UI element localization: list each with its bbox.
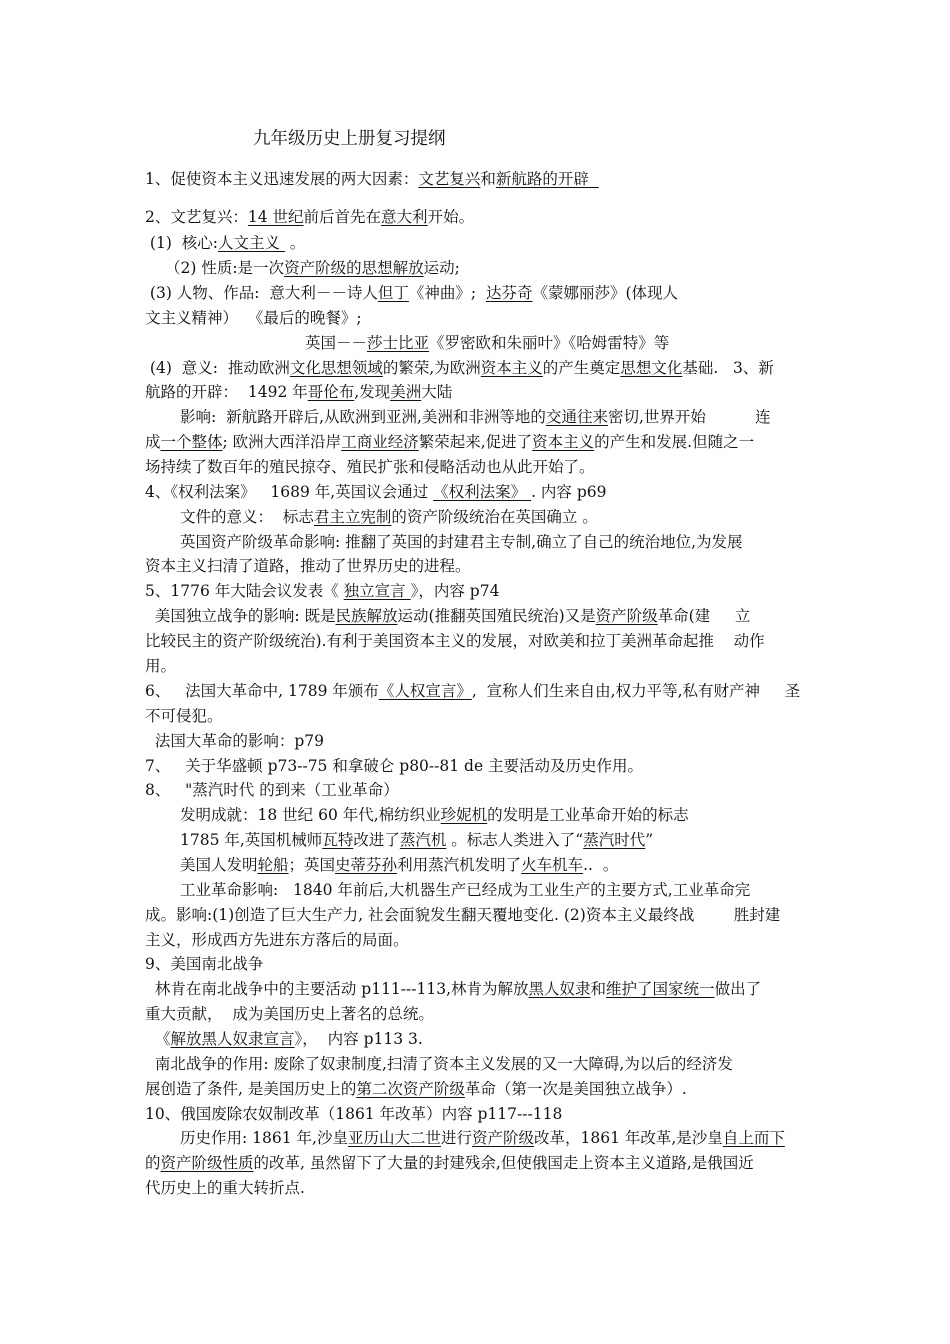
underlined-keyword: 蒸汽时代 — [583, 831, 646, 849]
text-line — [145, 1104, 562, 1124]
text-segment: 前后首先在 — [303, 208, 382, 226]
text-line — [145, 556, 471, 576]
text-segment: 工业革命影响: 1840 年前后,大机器生产已经成为工业生产的主要方式,工业革命完 — [180, 881, 751, 899]
text-line — [180, 830, 653, 850]
underlined-keyword: 民族解放 — [335, 607, 398, 625]
text-segment: 7、 关于华盛顿 p73--75 和拿破仑 p80--81 de 主要活动及历史作用。 — [145, 757, 644, 775]
text-segment: (1) 核心: — [145, 234, 218, 252]
text-segment: 展创造了条件, 是美国历史上的 — [145, 1080, 357, 1098]
underlined-keyword: 资本主义 — [532, 433, 595, 451]
text-line — [180, 855, 618, 875]
text-line — [155, 1029, 423, 1049]
text-line — [180, 507, 598, 527]
text-segment: 10、俄国废除农奴制改革（1861 年改革）内容 p117---118 — [145, 1105, 563, 1123]
text-segment: 的 — [145, 1154, 161, 1172]
underlined-keyword: 交通往来 — [545, 408, 608, 426]
text-line — [145, 207, 474, 227]
text-segment: 文件的意义： 标志 — [180, 508, 314, 526]
underlined-keyword: 文艺复兴 — [418, 170, 481, 188]
text-segment: 美国人发明 — [180, 856, 258, 874]
text-line — [145, 1004, 434, 1024]
text-line — [180, 532, 743, 552]
underlined-keyword: 珍妮机 — [440, 806, 488, 824]
underlined-keyword: 君主立宪制 — [313, 508, 392, 526]
underlined-keyword: 自上而下 — [722, 1129, 785, 1147]
text-segment: 6、 法国大革命中, 1789 年颁布 — [145, 682, 379, 700]
text-segment: (4) 意义: 推动欧洲 — [145, 359, 290, 377]
text-line — [145, 905, 780, 925]
text-segment: 运动(推翻英国殖民统治)又是 — [397, 607, 596, 625]
text-line — [145, 706, 223, 726]
text-line — [145, 1153, 754, 1173]
text-line — [145, 606, 750, 626]
text-segment: 改革，1861 年改革,是沙皇 — [534, 1129, 723, 1147]
underlined-keyword: 工商业经济 — [341, 433, 419, 451]
text-segment: 革命(建 立 — [657, 607, 751, 625]
text-line — [145, 308, 362, 328]
underlined-keyword: 火车机车 — [521, 856, 584, 874]
text-segment: 的产生奠定 — [542, 359, 621, 377]
text-segment: 运动; — [423, 259, 460, 277]
text-line — [145, 1178, 305, 1198]
underlined-keyword: 资产阶级 — [595, 607, 658, 625]
text-line — [145, 656, 176, 676]
text-line — [180, 805, 689, 825]
text-line — [145, 979, 761, 999]
underlined-keyword: 史蒂芬孙 — [335, 856, 398, 874]
text-segment: 南北战争的作用: 废除了奴隶制度,扫清了资本主义发展的又一大障碍,为以后的经济发 — [145, 1055, 733, 1073]
text-segment: 影响: 新航路开辟后,从欧洲到亚洲,美洲和非洲等地的 — [180, 408, 546, 426]
text-segment: 成 — [145, 433, 161, 451]
underlined-keyword: 达芬奇 — [485, 284, 533, 302]
underlined-keyword: 独立宣言 — [343, 582, 411, 600]
text-segment: 和 — [480, 170, 496, 188]
underlined-keyword: 哥伦布 — [307, 383, 355, 401]
text-segment: 繁荣起来,促进了 — [418, 433, 533, 451]
text-line — [145, 457, 595, 477]
text-line — [145, 432, 754, 452]
text-segment: 改进了 — [353, 831, 400, 849]
text-line — [145, 930, 409, 950]
text-segment: 资本主义扫清了道路，推动了世界历史的进程。 — [145, 557, 471, 575]
text-segment: 的发明是工业革命开始的标志 — [487, 806, 689, 824]
text-segment: ；英国 — [288, 856, 336, 874]
text-segment: , 宣称人们生来自由,权力平等,私有财产神 圣 — [471, 682, 801, 700]
text-segment: 开始。 — [427, 208, 475, 226]
text-segment: 的产生和发展.但随之一 — [594, 433, 755, 451]
underlined-keyword: 维护了国家统一 — [606, 980, 715, 998]
text-segment: 代历史上的重大转折点. — [145, 1179, 305, 1197]
text-segment: 。 — [284, 234, 306, 252]
text-segment: 成。影响:(1)创造了巨大生产力, 社会面貌发生翻天覆地变化. (2)资本主义最终战 胜封建 — [145, 906, 781, 924]
text-segment: .. 。 — [583, 856, 619, 874]
text-line — [145, 1079, 687, 1099]
underlined-keyword: 美洲 — [390, 383, 422, 401]
underlined-keyword: 解放黑人奴隶宣言 — [170, 1030, 295, 1048]
text-segment: 2、文艺复兴： — [145, 208, 248, 226]
underlined-keyword: 《权利法案》 — [433, 483, 532, 501]
text-line — [145, 631, 765, 651]
underlined-keyword: 文化思想领域 — [289, 359, 383, 377]
text-line — [145, 283, 678, 303]
text-segment: 《罗密欧和朱丽叶》《哈姆雷特》等 — [429, 334, 670, 352]
text-line — [145, 954, 263, 974]
text-line — [145, 756, 643, 776]
underlined-keyword: 人文主义 — [217, 234, 285, 252]
text-segment: 英国－－ — [305, 334, 368, 352]
text-segment: 历史作用: 1861 年,沙皇 — [180, 1129, 348, 1147]
text-segment: 和 — [590, 980, 607, 998]
page-title: 九年级历史上册复习提纲 — [253, 129, 446, 149]
text-line — [145, 233, 305, 253]
text-segment: 的资产阶级统治在英国确立 。 — [391, 508, 598, 526]
text-segment: 。标志人类进入了“ — [446, 831, 584, 849]
text-line — [145, 169, 599, 189]
text-segment: 大陆 — [421, 383, 453, 401]
text-segment: 密切,世界开始 连 — [607, 408, 771, 426]
text-segment: ” — [645, 831, 654, 849]
text-segment: 《 — [155, 1030, 171, 1048]
text-segment: 5、1776 年大陆会议发表《 — [145, 582, 344, 600]
text-segment: 航路的开辟： 1492 年 — [145, 383, 308, 401]
underlined-keyword: 《人权宣言》 — [378, 682, 472, 700]
text-segment: . 内容 p69 — [531, 483, 607, 501]
text-segment: 利用蒸汽机发明了 — [397, 856, 522, 874]
text-line — [145, 358, 774, 378]
text-segment: 法国大革命的影响：p79 — [145, 732, 324, 750]
underlined-keyword: 蒸汽机 — [399, 831, 447, 849]
underlined-keyword: 瓦特 — [322, 831, 354, 849]
text-line — [145, 780, 399, 800]
text-line — [145, 1054, 733, 1074]
text-line — [165, 258, 460, 278]
text-segment: 8、 "蒸汽时代 的到来（工业革命） — [145, 781, 399, 799]
underlined-keyword: 资本主义 — [480, 359, 543, 377]
text-line — [145, 382, 452, 402]
underlined-keyword: 资产阶级的思想解放 — [284, 259, 424, 277]
text-segment: 1、促使资本主义迅速发展的两大因素： — [145, 170, 419, 188]
underlined-keyword: 莎士比亚 — [367, 334, 430, 352]
text-segment: ,发现 — [354, 383, 391, 401]
text-segment: 4、《权利法案》 1689 年,英国议会通过 — [145, 483, 434, 501]
text-segment: 美国独立战争的影响: 既是 — [145, 607, 336, 625]
underlined-keyword: 但丁 — [377, 284, 409, 302]
text-segment: 进行 — [440, 1129, 472, 1147]
text-segment: 不可侵犯。 — [145, 707, 223, 725]
underlined-keyword: 一个整体 — [160, 433, 223, 451]
text-segment: 做出了 — [714, 980, 762, 998]
underlined-keyword: 资产阶级性质 — [160, 1154, 254, 1172]
text-line — [180, 407, 771, 427]
underlined-keyword: 新航路的开辟 — [495, 170, 599, 188]
underlined-keyword: 14 世纪 — [247, 208, 304, 226]
text-segment: 比较民主的资产阶级统治).有利于美国资本主义的发展，对欧美和拉丁美洲革命起推 动作 — [145, 632, 765, 650]
text-segment: 革命（第一次是美国独立战争）. — [464, 1080, 687, 1098]
text-line — [180, 880, 750, 900]
text-line — [145, 482, 607, 502]
text-segment: 的繁荣,为欧洲 — [382, 359, 481, 377]
text-segment: 发明成就：18 世纪 60 年代,棉纺织业 — [180, 806, 441, 824]
underlined-keyword: 亚历山大二世 — [347, 1129, 441, 1147]
underlined-keyword: 思想文化 — [620, 359, 683, 377]
text-segment: 基础. 3、新 — [682, 359, 774, 377]
text-segment: 文主义精神） 《最后的晚餐》; — [145, 309, 362, 327]
text-line — [180, 1128, 785, 1148]
text-segment: 林肯在南北战争中的主要活动 p111---113,林肯为解放 — [145, 980, 529, 998]
text-line — [145, 581, 499, 601]
underlined-keyword: 黑人奴隶 — [528, 980, 591, 998]
underlined-keyword: 轮船 — [257, 856, 289, 874]
text-segment: ; 欧洲大西洋沿岸 — [222, 433, 342, 451]
text-segment: 的改革, 虽然留下了大量的封建残余,但使俄国走上资本主义道路,是俄国近 — [253, 1154, 754, 1172]
text-segment: 》，内容 p74 — [410, 582, 500, 600]
text-segment: 》， 内容 p113 3. — [294, 1030, 423, 1048]
text-segment: (3) 人物、作品: 意大利－－诗人 — [145, 284, 378, 302]
text-line — [145, 681, 800, 701]
text-segment: 主义，形成西方先进东方落后的局面。 — [145, 931, 409, 949]
text-line — [305, 333, 669, 353]
text-segment: 重大贡献， 成为美国历史上著名的总统。 — [145, 1005, 434, 1023]
text-segment: 英国资产阶级革命影响: 推翻了英国的封建君主专制,确立了自己的统治地位,为发展 — [180, 533, 743, 551]
underlined-keyword: 意大利 — [381, 208, 428, 226]
underlined-keyword: 资产阶级 — [471, 1129, 534, 1147]
underlined-keyword: 第二次资产阶级 — [356, 1080, 465, 1098]
text-segment: 《神曲》; — [408, 284, 486, 302]
text-line — [145, 731, 324, 751]
text-segment: 9、美国南北战争 — [145, 955, 264, 973]
text-segment: 场持续了数百年的殖民掠夺、殖民扩张和侵略活动也从此开始了。 — [145, 458, 595, 476]
text-segment: 1785 年,英国机械师 — [180, 831, 323, 849]
text-segment: 用。 — [145, 657, 177, 675]
text-segment: 《蒙娜丽莎》(体现人 — [532, 284, 679, 302]
text-segment: （2) 性质:是一次 — [165, 259, 285, 277]
